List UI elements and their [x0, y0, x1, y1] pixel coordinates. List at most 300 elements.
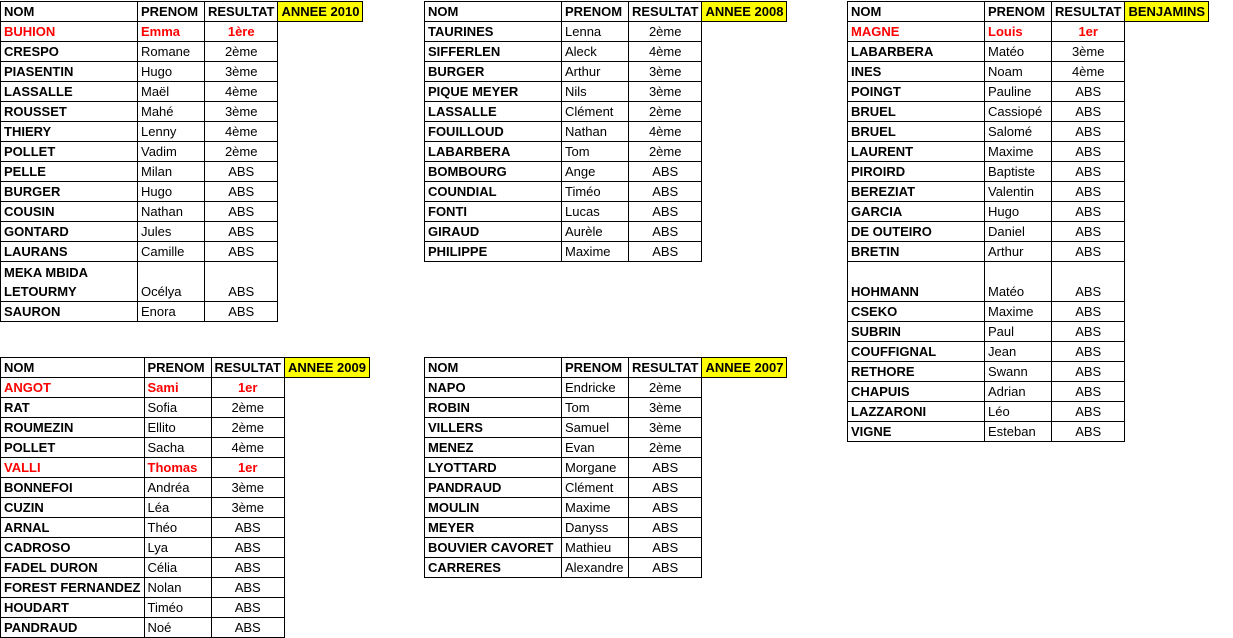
- table-row: [425, 82, 787, 102]
- cell-nom: ROUSSET: [1, 102, 138, 122]
- table-row: [1, 478, 370, 498]
- cell-nom: COUSIN: [1, 202, 138, 222]
- table-row: [425, 558, 787, 578]
- cell-nom: THIERY: [1, 122, 138, 142]
- cell-resultat: ABS: [205, 162, 278, 182]
- cell-prenom: Timéo: [562, 182, 629, 202]
- cell-resultat: ABS: [205, 182, 278, 202]
- table-row: [1, 262, 363, 302]
- cell-prenom: Nils: [562, 82, 629, 102]
- cell-blank: [284, 518, 369, 538]
- header-resultat: RESULTAT: [629, 2, 702, 22]
- cell-resultat: 3ème: [211, 498, 284, 518]
- cell-blank: [702, 458, 787, 478]
- table-row: [848, 22, 1209, 42]
- cell-nom: BURGER: [425, 62, 562, 82]
- cell-nom: BURGER: [1, 182, 138, 202]
- cell-resultat: ABS: [1052, 82, 1125, 102]
- cell-prenom: Hugo: [138, 182, 205, 202]
- cell-blank: [702, 42, 787, 62]
- cell-nom: BRETIN: [848, 242, 985, 262]
- results-table-2009: [0, 357, 370, 638]
- cell-blank: [1125, 122, 1209, 142]
- cell-resultat: ABS: [1052, 322, 1125, 342]
- cell-nom: TAURINES: [425, 22, 562, 42]
- cell-resultat: 4ème: [1052, 62, 1125, 82]
- cell-resultat: 2ème: [629, 22, 702, 42]
- cell-blank: [1125, 22, 1209, 42]
- table-row: [848, 142, 1209, 162]
- cell-blank: [1125, 242, 1209, 262]
- cell-nom: GONTARD: [1, 222, 138, 242]
- cell-resultat: ABS: [1052, 222, 1125, 242]
- cell-blank: [284, 498, 369, 518]
- table-row: [1, 378, 370, 398]
- cell-blank: [278, 182, 363, 202]
- cell-nom: ANGOT: [1, 378, 145, 398]
- cell-nom: PELLE: [1, 162, 138, 182]
- cell-nom: COUNDIAL: [425, 182, 562, 202]
- cell-resultat: ABS: [1052, 342, 1125, 362]
- cell-prenom: Samuel: [562, 418, 629, 438]
- cell-blank: [278, 222, 363, 242]
- table-row: [1, 458, 370, 478]
- cell-prenom: Timéo: [144, 598, 211, 618]
- table-row: [848, 202, 1209, 222]
- table-row: [425, 202, 787, 222]
- cell-nom: CSEKO: [848, 302, 985, 322]
- cell-blank: [702, 378, 787, 398]
- table-row: [1, 538, 370, 558]
- cell-blank: [702, 398, 787, 418]
- cell-prenom: Swann: [985, 362, 1052, 382]
- cell-nom: [1, 262, 138, 302]
- cell-resultat: 2ème: [629, 438, 702, 458]
- cell-resultat: ABS: [205, 262, 278, 302]
- cell-nom: SUBRIN: [848, 322, 985, 342]
- table-row: [1, 142, 363, 162]
- cell-prenom: Hugo: [138, 62, 205, 82]
- table-row: [1, 222, 363, 242]
- cell-prenom: Sacha: [144, 438, 211, 458]
- cell-nom: RAT: [1, 398, 145, 418]
- cell-nom: POLLET: [1, 142, 138, 162]
- cell-prenom: Célia: [144, 558, 211, 578]
- table-row: [848, 322, 1209, 342]
- table-row: [848, 162, 1209, 182]
- cell-prenom: Maël: [138, 82, 205, 102]
- table-row: [1, 498, 370, 518]
- cell-nom: HOUDART: [1, 598, 145, 618]
- table-row: [1, 418, 370, 438]
- cell-resultat: 2ème: [205, 142, 278, 162]
- cell-blank: [278, 242, 363, 262]
- cell-prenom: Morgane: [562, 458, 629, 478]
- cell-resultat: ABS: [211, 558, 284, 578]
- cell-prenom: Salomé: [985, 122, 1052, 142]
- cell-prenom: Romane: [138, 42, 205, 62]
- table-row: [425, 438, 787, 458]
- cell-prenom: Matéo: [985, 262, 1052, 302]
- cell-nom: CARRERES: [425, 558, 562, 578]
- table-header-row: [1, 358, 370, 378]
- cell-nom: BUHION: [1, 22, 138, 42]
- header-resultat: RESULTAT: [1052, 2, 1125, 22]
- category-tag: BENJAMINS: [1125, 2, 1209, 22]
- table-row: [425, 242, 787, 262]
- header-prenom: PRENOM: [985, 2, 1052, 22]
- cell-resultat: ABS: [1052, 182, 1125, 202]
- cell-prenom: Thomas: [144, 458, 211, 478]
- header-nom: NOM: [1, 358, 145, 378]
- table-row: [848, 302, 1209, 322]
- cell-prenom: Lenny: [138, 122, 205, 142]
- cell-prenom: Valentin: [985, 182, 1052, 202]
- cell-resultat: 4ème: [629, 122, 702, 142]
- cell-nom: LAURENT: [848, 142, 985, 162]
- cell-resultat: ABS: [1052, 302, 1125, 322]
- cell-nom: FADEL DURON: [1, 558, 145, 578]
- header-nom: NOM: [848, 2, 985, 22]
- cell-prenom: Mathieu: [562, 538, 629, 558]
- table-row: [1, 122, 363, 142]
- table-row: [1, 62, 363, 82]
- cell-nom: LAZZARONI: [848, 402, 985, 422]
- cell-blank: [1125, 62, 1209, 82]
- header-prenom: PRENOM: [144, 358, 211, 378]
- cell-resultat: ABS: [205, 302, 278, 322]
- table-row: [1, 202, 363, 222]
- cell-blank: [702, 122, 787, 142]
- cell-prenom: Daniel: [985, 222, 1052, 242]
- table-row: [425, 478, 787, 498]
- cell-resultat: ABS: [1052, 382, 1125, 402]
- table-row: [425, 378, 787, 398]
- cell-nom: FOREST FERNANDEZ: [1, 578, 145, 598]
- cell-prenom: Camille: [138, 242, 205, 262]
- header-resultat: RESULTAT: [629, 358, 702, 378]
- cell-blank: [1125, 422, 1209, 442]
- cell-blank: [278, 42, 363, 62]
- cell-resultat: 3ème: [629, 398, 702, 418]
- table-row: [1, 242, 363, 262]
- cell-resultat: ABS: [1052, 422, 1125, 442]
- cell-resultat: 2ème: [629, 378, 702, 398]
- cell-prenom: Nathan: [562, 122, 629, 142]
- cell-resultat: 3ème: [629, 62, 702, 82]
- cell-blank: [702, 62, 787, 82]
- cell-prenom: Sami: [144, 378, 211, 398]
- cell-resultat: 1er: [1052, 22, 1125, 42]
- table-row: [848, 82, 1209, 102]
- cell-resultat: ABS: [629, 538, 702, 558]
- cell-prenom: Noé: [144, 618, 211, 638]
- cell-blank: [702, 438, 787, 458]
- header-nom: NOM: [425, 2, 562, 22]
- cell-nom: MAGNE: [848, 22, 985, 42]
- cell-nom: SIFFERLEN: [425, 42, 562, 62]
- table-row: [425, 518, 787, 538]
- cell-blank: [702, 498, 787, 518]
- table-row: [425, 458, 787, 478]
- cell-prenom: Louis: [985, 22, 1052, 42]
- table-row: [1, 102, 363, 122]
- cell-prenom: Aleck: [562, 42, 629, 62]
- cell-prenom: Paul: [985, 322, 1052, 342]
- table-row: [848, 242, 1209, 262]
- cell-prenom: Andréa: [144, 478, 211, 498]
- results-table-2010: [0, 1, 363, 322]
- cell-prenom: Hugo: [985, 202, 1052, 222]
- cell-blank: [1125, 142, 1209, 162]
- cell-prenom: Vadim: [138, 142, 205, 162]
- cell-blank: [284, 598, 369, 618]
- cell-resultat: ABS: [211, 598, 284, 618]
- cell-nom: BONNEFOI: [1, 478, 145, 498]
- cell-blank: [278, 102, 363, 122]
- cell-resultat: 3ème: [211, 478, 284, 498]
- cell-nom: LASSALLE: [425, 102, 562, 122]
- cell-blank: [284, 458, 369, 478]
- cell-resultat: ABS: [1052, 102, 1125, 122]
- cell-prenom: Arthur: [985, 242, 1052, 262]
- cell-prenom: Ange: [562, 162, 629, 182]
- cell-resultat: 3ème: [629, 82, 702, 102]
- cell-blank: [1125, 382, 1209, 402]
- table-row: [848, 122, 1209, 142]
- cell-resultat: 2ème: [629, 142, 702, 162]
- results-table-2008: [424, 1, 787, 262]
- cell-blank: [702, 162, 787, 182]
- cell-blank: [702, 102, 787, 122]
- cell-blank: [702, 82, 787, 102]
- cell-resultat: ABS: [629, 458, 702, 478]
- cell-nom: GARCIA: [848, 202, 985, 222]
- cell-resultat: 2ème: [211, 418, 284, 438]
- cell-resultat: ABS: [205, 202, 278, 222]
- cell-blank: [702, 182, 787, 202]
- table-header-row: [1, 2, 363, 22]
- category-tag: ANNEE 2008: [702, 2, 787, 22]
- cell-blank: [702, 538, 787, 558]
- table-row: [425, 538, 787, 558]
- cell-resultat: ABS: [1052, 242, 1125, 262]
- cell-blank: [702, 478, 787, 498]
- cell-blank: [278, 142, 363, 162]
- cell-prenom: Baptiste: [985, 162, 1052, 182]
- cell-nom: LABARBERA: [848, 42, 985, 62]
- cell-prenom: Théo: [144, 518, 211, 538]
- table-row: [425, 42, 787, 62]
- table-row: [1, 182, 363, 202]
- cell-blank: [284, 378, 369, 398]
- table-row: [848, 42, 1209, 62]
- cell-nom: VIGNE: [848, 422, 985, 442]
- cell-blank: [278, 22, 363, 42]
- cell-nom: CHAPUIS: [848, 382, 985, 402]
- table-row: [1, 162, 363, 182]
- table-row: [1, 438, 370, 458]
- cell-blank: [278, 82, 363, 102]
- table-row: [425, 398, 787, 418]
- cell-blank: [702, 142, 787, 162]
- cell-nom: COUFFIGNAL: [848, 342, 985, 362]
- cell-nom: RETHORE: [848, 362, 985, 382]
- cell-nom: ROUMEZIN: [1, 418, 145, 438]
- cell-nom: FONTI: [425, 202, 562, 222]
- cell-resultat: 3ème: [1052, 42, 1125, 62]
- cell-nom: CUZIN: [1, 498, 145, 518]
- header-nom: NOM: [1, 2, 138, 22]
- cell-prenom: Emma: [138, 22, 205, 42]
- cell-prenom: Ellito: [144, 418, 211, 438]
- cell-resultat: 4ème: [205, 82, 278, 102]
- category-tag: ANNEE 2010: [278, 2, 363, 22]
- cell-nom: MEYER: [425, 518, 562, 538]
- table-row: [1, 518, 370, 538]
- cell-blank: [702, 518, 787, 538]
- cell-blank: [284, 438, 369, 458]
- cell-blank: [702, 558, 787, 578]
- cell-prenom: Léa: [144, 498, 211, 518]
- table-row: [848, 262, 1209, 302]
- cell-prenom: Adrian: [985, 382, 1052, 402]
- table-row: [425, 162, 787, 182]
- cell-prenom: Lya: [144, 538, 211, 558]
- cell-prenom: Lenna: [562, 22, 629, 42]
- table-row: [425, 182, 787, 202]
- cell-resultat: ABS: [629, 162, 702, 182]
- cell-nom: POINGT: [848, 82, 985, 102]
- cell-nom: FOUILLOUD: [425, 122, 562, 142]
- header-prenom: PRENOM: [562, 2, 629, 22]
- cell-blank: [278, 202, 363, 222]
- cell-nom: BRUEL: [848, 122, 985, 142]
- cell-resultat: ABS: [629, 558, 702, 578]
- cell-blank: [284, 618, 369, 638]
- table-row: [425, 102, 787, 122]
- header-prenom: PRENOM: [562, 358, 629, 378]
- cell-nom: PANDRAUD: [1, 618, 145, 638]
- cell-blank: [1125, 222, 1209, 242]
- table-row: [848, 62, 1209, 82]
- cell-nom: PIQUE MEYER: [425, 82, 562, 102]
- cell-nom: MOULIN: [425, 498, 562, 518]
- cell-nom-line2: LETOURMY: [4, 284, 77, 299]
- cell-nom-line1: MEKA MBIDA: [4, 265, 89, 280]
- header-resultat: RESULTAT: [211, 358, 284, 378]
- cell-prenom: Enora: [138, 302, 205, 322]
- cell-blank: [278, 122, 363, 142]
- cell-resultat: 2ème: [211, 398, 284, 418]
- cell-nom: CADROSO: [1, 538, 145, 558]
- table-row: [848, 102, 1209, 122]
- cell-blank: [284, 558, 369, 578]
- cell-blank: [278, 262, 363, 302]
- cell-blank: [702, 22, 787, 42]
- cell-nom: BRUEL: [848, 102, 985, 122]
- cell-blank: [1125, 262, 1209, 302]
- cell-nom: BOMBOURG: [425, 162, 562, 182]
- cell-nom: ARNAL: [1, 518, 145, 538]
- cell-prenom: Aurèle: [562, 222, 629, 242]
- table-row: [1, 302, 363, 322]
- cell-prenom: Cassiopé: [985, 102, 1052, 122]
- table-row: [1, 618, 370, 638]
- cell-prenom: Alexandre: [562, 558, 629, 578]
- cell-resultat: ABS: [211, 518, 284, 538]
- cell-prenom: Maxime: [985, 302, 1052, 322]
- cell-nom: ROBIN: [425, 398, 562, 418]
- cell-prenom: Maxime: [562, 498, 629, 518]
- cell-blank: [1125, 182, 1209, 202]
- cell-nom: LABARBERA: [425, 142, 562, 162]
- cell-resultat: ABS: [205, 242, 278, 262]
- table-row: [848, 422, 1209, 442]
- cell-resultat: 2ème: [629, 102, 702, 122]
- cell-nom: SAURON: [1, 302, 138, 322]
- cell-resultat: ABS: [1052, 262, 1125, 302]
- cell-prenom: Tom: [562, 142, 629, 162]
- cell-resultat: 3ème: [205, 102, 278, 122]
- cell-blank: [284, 418, 369, 438]
- table-row: [1, 82, 363, 102]
- table-row: [848, 182, 1209, 202]
- table-row: [425, 122, 787, 142]
- cell-blank: [702, 418, 787, 438]
- cell-resultat: 3ème: [205, 62, 278, 82]
- cell-nom: HOHMANN: [848, 262, 985, 302]
- category-tag: ANNEE 2009: [284, 358, 369, 378]
- cell-resultat: ABS: [629, 242, 702, 262]
- cell-nom: PANDRAUD: [425, 478, 562, 498]
- header-resultat: RESULTAT: [205, 2, 278, 22]
- table-row: [425, 22, 787, 42]
- cell-blank: [1125, 82, 1209, 102]
- cell-nom: LASSALLE: [1, 82, 138, 102]
- cell-blank: [1125, 362, 1209, 382]
- table-row: [1, 558, 370, 578]
- cell-resultat: ABS: [629, 478, 702, 498]
- cell-resultat: 3ème: [629, 418, 702, 438]
- table-row: [848, 222, 1209, 242]
- cell-prenom: Noam: [985, 62, 1052, 82]
- table-header-row: [848, 2, 1209, 22]
- cell-prenom: Nolan: [144, 578, 211, 598]
- table-row: [425, 418, 787, 438]
- cell-nom: LAURANS: [1, 242, 138, 262]
- cell-resultat: ABS: [211, 578, 284, 598]
- table-row: [1, 42, 363, 62]
- cell-resultat: ABS: [629, 182, 702, 202]
- cell-resultat: ABS: [211, 618, 284, 638]
- cell-blank: [284, 538, 369, 558]
- cell-nom: VILLERS: [425, 418, 562, 438]
- cell-blank: [284, 578, 369, 598]
- cell-resultat: 1er: [211, 458, 284, 478]
- cell-blank: [1125, 322, 1209, 342]
- cell-prenom: Danyss: [562, 518, 629, 538]
- cell-prenom: Jean: [985, 342, 1052, 362]
- table-row: [848, 402, 1209, 422]
- cell-nom: MENEZ: [425, 438, 562, 458]
- cell-blank: [702, 222, 787, 242]
- table-row: [1, 398, 370, 418]
- cell-resultat: ABS: [629, 222, 702, 242]
- cell-prenom: Evan: [562, 438, 629, 458]
- cell-prenom: Clément: [562, 478, 629, 498]
- cell-resultat: 4ème: [211, 438, 284, 458]
